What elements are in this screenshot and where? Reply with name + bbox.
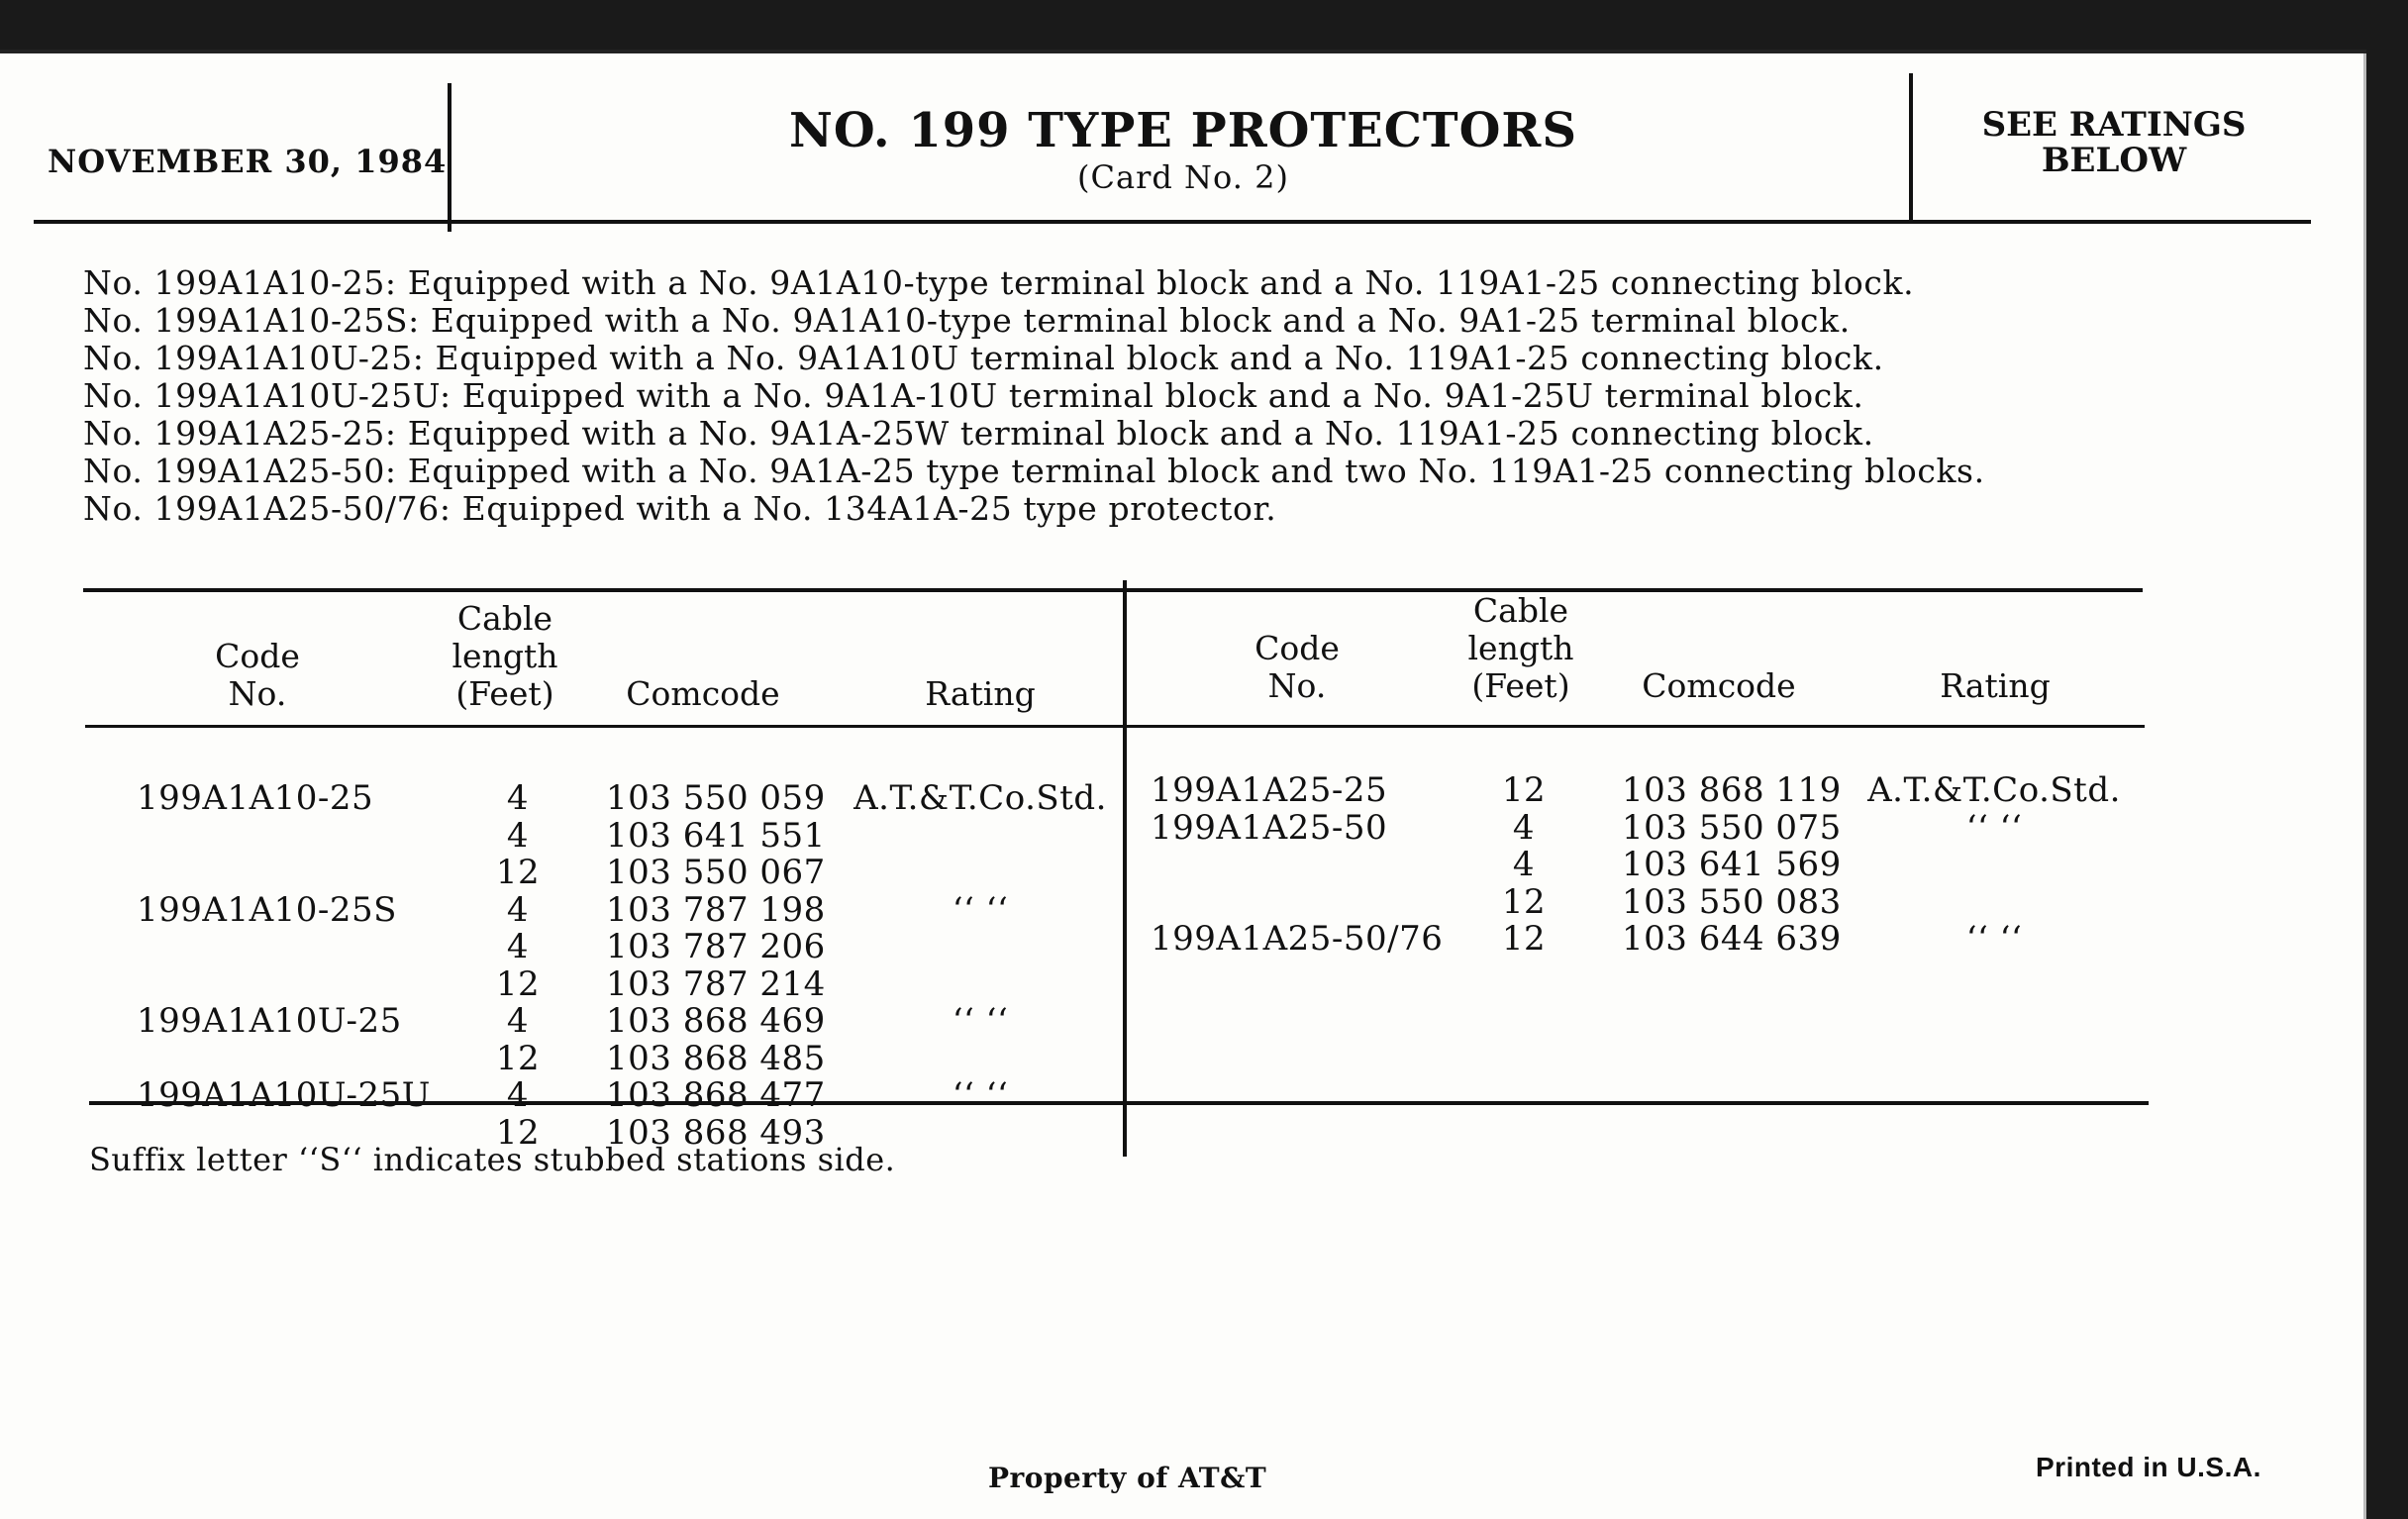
code-cell: 199A1A10-25	[137, 778, 374, 818]
length-cell: 4	[1512, 807, 1536, 848]
comcode-cell: 103 868 469	[606, 1001, 826, 1041]
table-header-rule	[85, 725, 2145, 728]
printed-notice: Printed in U.S.A.	[2036, 1452, 2261, 1482]
description-line: No. 199A1A10U-25: Equipped with a No. 9A1A10U terminal block and a No. 119A1-25 connecting block.	[83, 339, 1884, 377]
reference-card	[0, 50, 2366, 1519]
rating-cell: A.T.&T.Co.Std.	[853, 778, 1107, 818]
header-divider-left	[448, 83, 452, 232]
header-rating: Rating	[925, 674, 1036, 713]
comcode-cell: 103 868 119	[1622, 770, 1842, 810]
comcode-cell: 103 550 083	[1622, 881, 1842, 922]
length-cell: 4	[506, 1001, 530, 1041]
comcode-cell: 103 550 075	[1622, 807, 1842, 848]
comcode-cell: 103 644 639	[1622, 919, 1842, 959]
rating-cell: ‘‘ ‘‘	[952, 889, 1009, 930]
table-top-rule	[83, 588, 2143, 592]
length-cell: 12	[495, 963, 541, 1004]
header-divider-right	[1909, 73, 1913, 220]
code-cell: 199A1A25-50	[1151, 807, 1388, 848]
rating-cell: ‘‘ ‘‘	[1965, 919, 2023, 959]
see-ratings-line2: BELOW	[2041, 141, 2187, 180]
length-cell: 4	[1512, 845, 1536, 884]
comcode-cell: 103 868 485	[606, 1038, 826, 1078]
comcode-cell: 103 868 493	[606, 1112, 826, 1153]
rating-cell: ‘‘ ‘‘	[952, 1075, 1009, 1115]
card-title: NO. 199 TYPE PROTECTORS	[789, 103, 1577, 158]
comcode-cell: 103 787 206	[606, 927, 826, 966]
length-cell: 12	[495, 1038, 541, 1078]
description-line: No. 199A1A10U-25U: Equipped with a No. 9A1A-10U terminal block and a No. 9A1-25U terminal block.	[83, 376, 1864, 415]
suffix-note: Suffix letter ‘‘S‘‘ indicates stubbed stations side.	[89, 1141, 896, 1178]
table-center-divider	[1123, 580, 1127, 1157]
property-notice: Property of AT&T	[988, 1462, 1267, 1494]
comcode-cell: 103 641 551	[606, 815, 826, 856]
length-cell: 12	[1501, 881, 1547, 922]
code-cell: 199A1A25-25	[1151, 770, 1388, 810]
rating-cell: ‘‘ ‘‘	[952, 1001, 1009, 1041]
description-line: No. 199A1A25-50/76: Equipped with a No. 134A1A-25 type protector.	[83, 489, 1277, 528]
length-cell: 4	[506, 889, 530, 930]
header-comcode: Comcode	[626, 674, 780, 713]
code-cell: 199A1A10-25S	[137, 889, 397, 930]
comcode-cell: 103 641 569	[1622, 845, 1842, 884]
code-cell: 199A1A10U-25	[137, 1001, 402, 1041]
description-line: No. 199A1A10-25: Equipped with a No. 9A1A10-type terminal block and a No. 119A1-25 connecting block.	[83, 263, 1915, 302]
length-cell: 4	[506, 815, 530, 856]
length-cell: 12	[495, 1112, 541, 1153]
length-cell: 4	[506, 1075, 530, 1115]
header-code-no: Code No.	[1254, 629, 1340, 705]
code-cell: 199A1A10U-25U	[137, 1075, 431, 1115]
comcode-cell: 103 550 067	[606, 853, 826, 892]
card-subtitle: (Card No. 2)	[1077, 158, 1289, 196]
header-cable-length: Cable length (Feet)	[452, 599, 558, 713]
comcode-cell: 103 787 198	[606, 889, 826, 930]
comcode-cell: 103 787 214	[606, 963, 826, 1004]
description-line: No. 199A1A10-25S: Equipped with a No. 9A1A10-type terminal block and a No. 9A1-25 terminal block.	[83, 301, 1851, 340]
length-cell: 4	[506, 927, 530, 966]
header-rule	[34, 220, 2311, 224]
description-line: No. 199A1A25-25: Equipped with a No. 9A1A-25W terminal block and a No. 119A1-25 connecting block.	[83, 414, 1874, 453]
comcode-cell: 103 550 059	[606, 778, 826, 818]
issue-date: NOVEMBER 30, 1984	[48, 143, 448, 180]
length-cell: 12	[1501, 919, 1547, 959]
rating-cell: A.T.&T.Co.Std.	[1867, 770, 2121, 810]
length-cell: 12	[1501, 770, 1547, 810]
header-rating: Rating	[1940, 666, 2051, 705]
description-line: No. 199A1A25-50: Equipped with a No. 9A1A-25 type terminal block and two No. 119A1-25 connecting blocks.	[83, 452, 1985, 490]
comcode-cell: 103 868 477	[606, 1075, 826, 1115]
see-ratings-line1: SEE RATINGS	[1981, 105, 2247, 145]
length-cell: 4	[506, 778, 530, 818]
see-ratings-note	[1921, 107, 2307, 178]
header-cable-length: Cable length (Feet)	[1467, 591, 1574, 705]
header-comcode: Comcode	[1642, 666, 1796, 705]
length-cell: 12	[495, 853, 541, 892]
code-cell: 199A1A25-50/76	[1151, 919, 1444, 959]
header-code-no: Code No.	[215, 637, 300, 713]
rating-cell: ‘‘ ‘‘	[1965, 807, 2023, 848]
